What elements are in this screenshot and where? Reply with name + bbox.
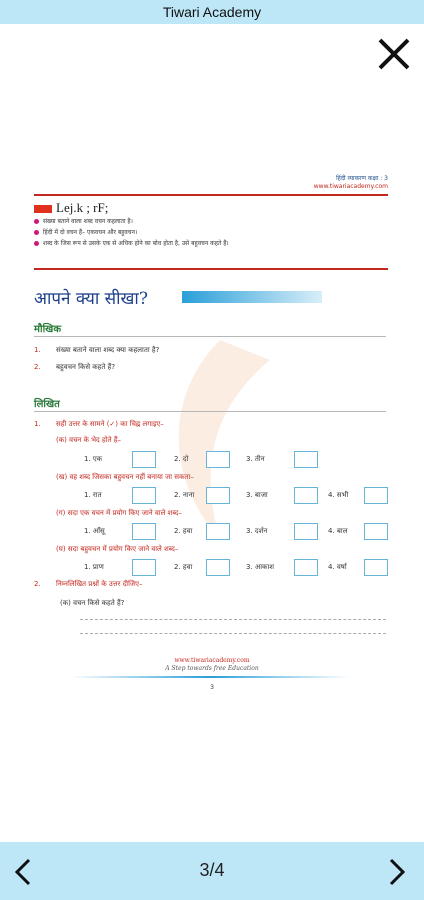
chevron-right-icon <box>382 855 412 889</box>
option-label: 4. सभी <box>328 491 349 499</box>
option-label: 3. आकाश <box>246 563 275 571</box>
answer-checkbox[interactable] <box>206 523 230 540</box>
option-label: 2. हवा <box>174 527 193 535</box>
sub-question: (ग) सदा एक वचन में प्रयोग किए जाने वाले शब्द– <box>56 509 182 517</box>
answer-checkbox[interactable] <box>132 523 156 540</box>
answer-line <box>80 633 386 634</box>
written-heading: लिखित <box>34 399 60 410</box>
option-label: 1. रात <box>84 491 102 499</box>
header-url: www.tiwariacademy.com <box>313 183 388 190</box>
oral-question: 1. संख्या बताने वाला शब्द क्या कहलाता है? <box>34 346 160 354</box>
option-label: 4. वर्षा <box>328 563 347 571</box>
answer-checkbox[interactable] <box>294 487 318 504</box>
header-title: हिंदी व्याकरण कक्षा : 3 <box>336 175 388 182</box>
summary-point: शब्द के जिस रूप से उसके एक से अधिक होने का बोध होता है, उसे बहुवचन कहते हैं। <box>34 238 388 249</box>
footer-tagline: A Step towards free Education <box>165 665 259 672</box>
answer-checkbox[interactable] <box>132 451 156 468</box>
header-rule <box>34 194 388 196</box>
option-label: 1. एक <box>84 455 103 463</box>
page-number: 3 <box>210 684 214 691</box>
section-divider <box>34 336 386 337</box>
option-label: 1. प्राण <box>84 563 104 571</box>
answer-checkbox[interactable] <box>364 523 388 540</box>
answer-checkbox[interactable] <box>206 487 230 504</box>
app-title: Tiwari Academy <box>162 4 262 20</box>
next-page-button[interactable] <box>382 855 412 889</box>
answer-checkbox[interactable] <box>206 559 230 576</box>
answer-checkbox[interactable] <box>294 559 318 576</box>
answer-checkbox[interactable] <box>364 487 388 504</box>
close-icon <box>376 36 412 72</box>
oral-question: 2. बहुवचन किसे कहते हैं? <box>34 363 116 371</box>
option-label: 3. दर्शन <box>246 527 268 535</box>
answer-checkbox[interactable] <box>132 559 156 576</box>
option-label: 4. बाल <box>328 527 348 535</box>
answer-checkbox[interactable] <box>294 451 318 468</box>
option-label: 2. नाना <box>174 491 195 499</box>
option-label: 3. बाजा <box>246 491 268 499</box>
answer-checkbox[interactable] <box>206 451 230 468</box>
summary-rule <box>34 268 388 270</box>
app-title-bar <box>0 0 424 24</box>
close-button[interactable] <box>376 36 412 72</box>
footer-rule <box>70 676 350 678</box>
section-divider <box>34 411 386 412</box>
option-label: 3. तीन <box>246 455 265 463</box>
answer-checkbox[interactable] <box>132 487 156 504</box>
sub-question: (ख) वह शब्द जिसका बहुवचन नहीं बनाया जा सकता– <box>56 473 194 481</box>
answer-checkbox[interactable] <box>364 559 388 576</box>
sub-question: (क) वचन किसे कहते हैं? <box>60 599 125 607</box>
answer-checkbox[interactable] <box>294 523 318 540</box>
summary-point: संख्या बताने वाला शब्द वचन कहलाता है। <box>34 216 388 227</box>
written-question: 2. निम्नलिखित प्रश्नों के उत्तर दीजिए– <box>34 580 143 588</box>
summary-point: हिंदी में दो वचन हैं– एकवचन और बहुवचन। <box>34 227 388 238</box>
sub-question: (घ) सदा बहुवचन में प्रयोग किए जाने वाले शब्द– <box>56 545 179 553</box>
answer-line <box>80 619 386 620</box>
sub-question: (क) वचन के भेद होते हैं– <box>56 436 121 444</box>
page-indicator: 3/4 <box>199 860 225 880</box>
oral-heading: मौखिक <box>34 324 62 335</box>
written-question: 1. सही उत्तर के सामने (✓) का चिह्न लगाइए– <box>34 420 164 428</box>
option-label: 2. दो <box>174 455 189 463</box>
summary-marker <box>34 205 52 213</box>
option-label: 1. आँसू <box>84 527 105 535</box>
footer-url: www.tiwariacademy.com <box>174 657 250 664</box>
document-header <box>314 175 388 191</box>
summary-title: Lej.k ; rF; <box>56 200 109 215</box>
summary-box <box>34 200 388 249</box>
option-label: 2. हवा <box>174 563 193 571</box>
learned-heading: आपने क्या सीखा? <box>34 289 148 309</box>
heading-accent-bar <box>182 291 322 303</box>
